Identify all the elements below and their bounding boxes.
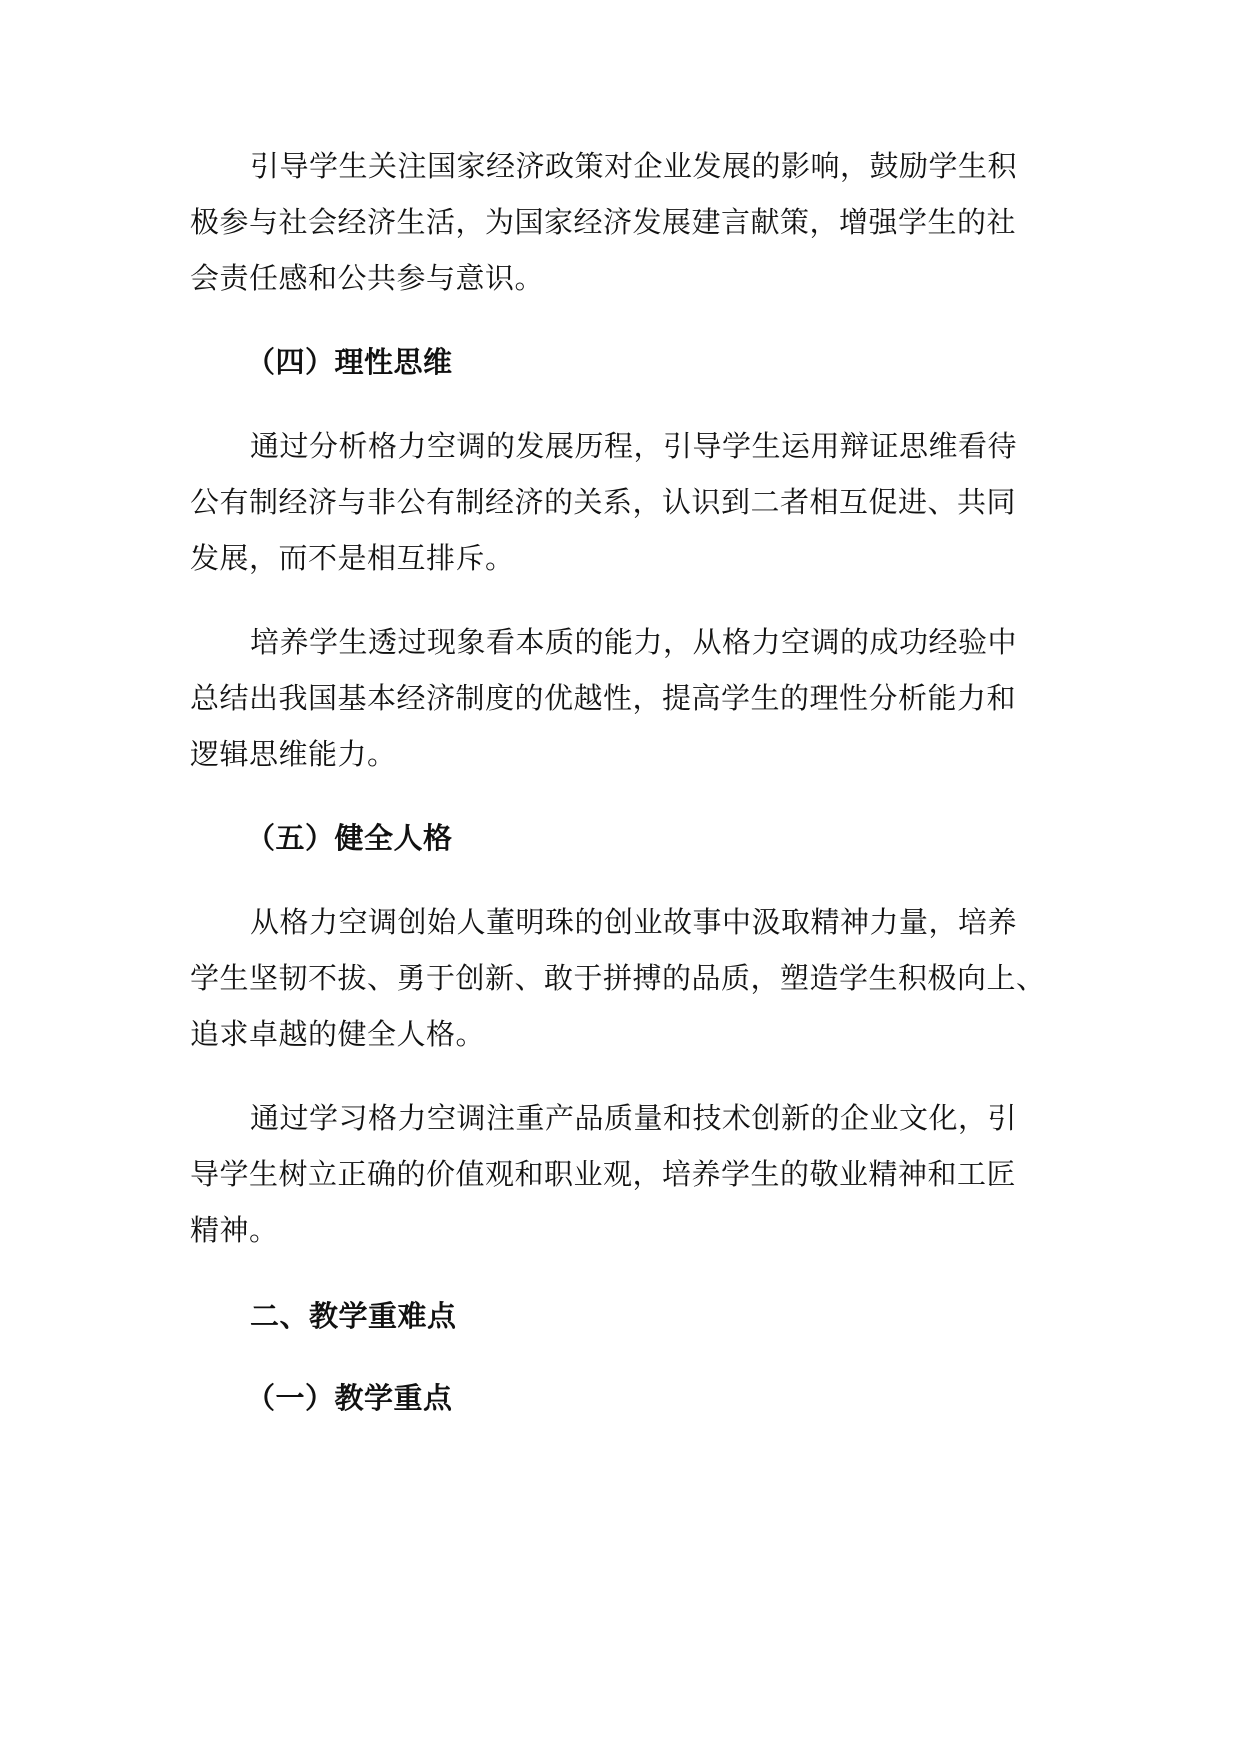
heading-rational-thinking: （四）理性思维 [246,345,453,379]
heading-teaching-key-points: （一）教学重点 [246,1381,453,1415]
paragraph-2-line-2: 公有制经济与非公有制经济的关系，认识到二者相互促进、共同 [190,485,1017,519]
paragraph-2-line-3: 发展，而不是相互排斥。 [190,541,515,575]
paragraph-3-line-3: 逻辑思维能力。 [190,737,397,771]
paragraph-1-line-2: 极参与社会经济生活，为国家经济发展建言献策，增强学生的社 [190,205,1017,239]
paragraph-1-line-1: 引导学生关注国家经济政策对企业发展的影响，鼓励学生积 [250,149,1018,183]
paragraph-2-line-1: 通过分析格力空调的发展历程，引导学生运用辩证思维看待 [250,429,1018,463]
heading-teaching-key-difficult-points: 二、教学重难点 [250,1299,457,1333]
paragraph-3-line-2: 总结出我国基本经济制度的优越性，提高学生的理性分析能力和 [190,681,1017,715]
paragraph-3-line-1: 培养学生透过现象看本质的能力，从格力空调的成功经验中 [250,625,1018,659]
paragraph-1-line-3: 会责任感和公共参与意识。 [190,261,545,295]
heading-sound-personality: （五）健全人格 [246,821,453,855]
paragraph-4-line-1: 从格力空调创始人董明珠的创业故事中汲取精神力量，培养 [250,905,1018,939]
paragraph-5-line-3: 精神。 [190,1213,279,1247]
paragraph-4-line-3: 追求卓越的健全人格。 [190,1017,486,1051]
paragraph-5-line-2: 导学生树立正确的价值观和职业观，培养学生的敬业精神和工匠 [190,1157,1017,1191]
paragraph-5-line-1: 通过学习格力空调注重产品质量和技术创新的企业文化，引 [250,1101,1018,1135]
paragraph-4-line-2: 学生坚韧不拔、勇于创新、敢于拼搏的品质，塑造学生积极向上、 [190,961,1046,995]
